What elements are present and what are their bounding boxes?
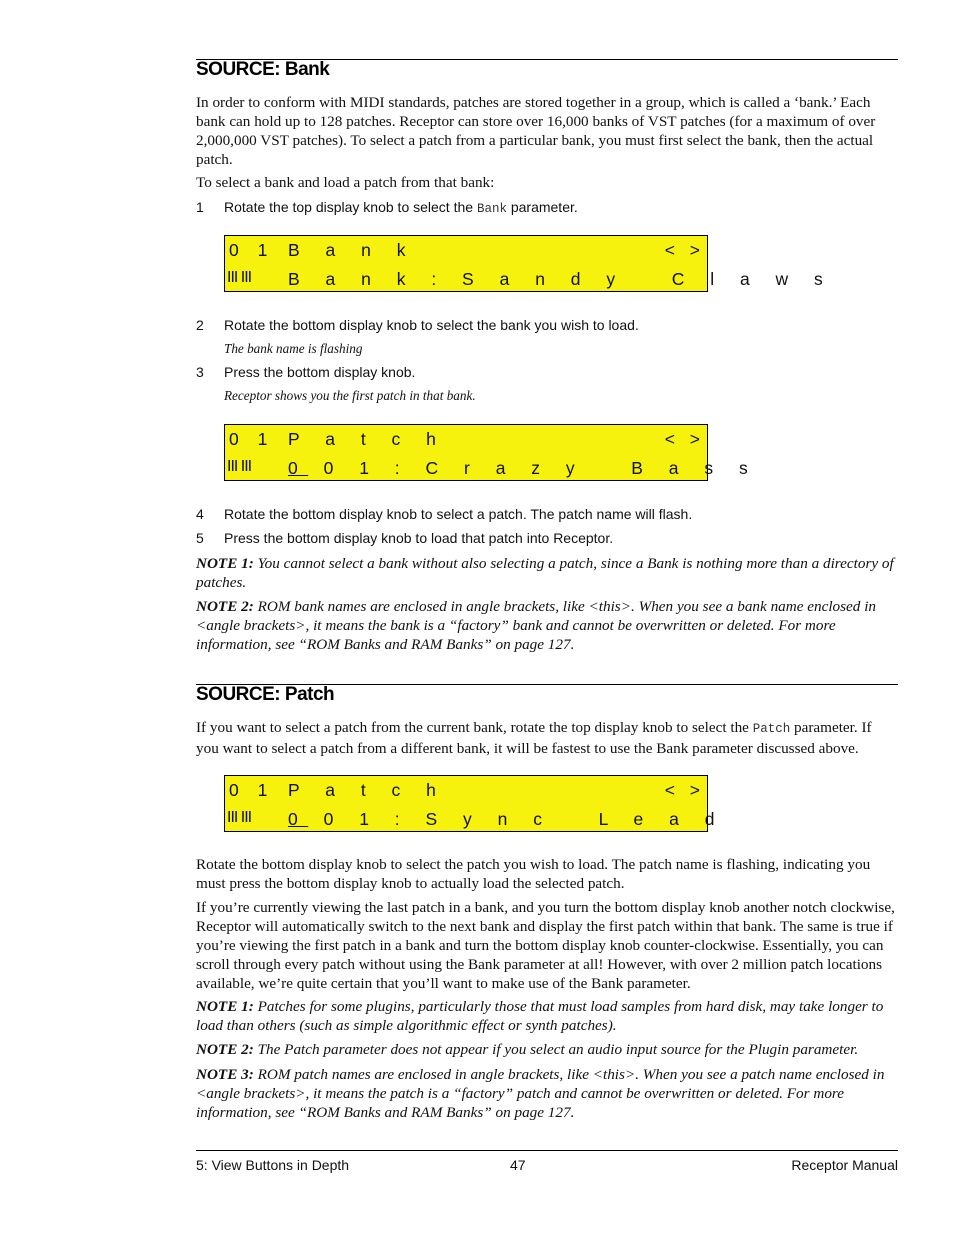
step-number: 3 (196, 364, 204, 380)
lcd-parameter: P a t c h (288, 429, 447, 449)
lcd-display-bank (224, 235, 834, 292)
note-text: Patches for some plugins, particularly those that must load samples from hard disk, may take longer to load than others (such as simple algorithmic effect or synth patches). (196, 998, 884, 1034)
step-text: Rotate the bottom display knob to select a patch. The patch name will flash. (224, 506, 693, 522)
lcd-value: B a n k : S a n d y C l a w s (288, 269, 834, 289)
lcd-cursor-digit: 0 (288, 458, 309, 478)
lcd-cursor-digit: 0 (288, 809, 309, 829)
step-number: 5 (196, 530, 204, 546)
step-text: Press the bottom display knob to load that patch into Receptor. (224, 530, 614, 546)
lcd-row-bottom (225, 458, 759, 486)
note-label: NOTE 1: (196, 555, 254, 572)
lcd-arrows-icon: < > (664, 780, 705, 800)
patch-paragraph-2: If you’re currently viewing the last patch in a bank, and you turn the bottom display knob another notch clockwise, Receptor will automatically switch to the next bank and display the first patch within that bank. The same is true if you’re viewing the first patch in a bank and turn the bottom display knob counter-clockwise. Essentially, you can scroll through every patch without using the Bank parameter at all! However, with over 2 million patch locations available, we’re quite certain that you’ll want to make use of the Bank parameter. (196, 899, 895, 992)
lcd-level-bars-icon: III III (227, 269, 252, 286)
step-text-part: Rotate the top display knob to select the (224, 199, 477, 215)
step-text: Press the bottom display knob. (224, 364, 416, 380)
step-2-result: The bank name is flashing (224, 341, 363, 356)
patch-intro-paragraph (196, 718, 898, 758)
bank-lead-paragraph: To select a bank and load a patch from that bank: (196, 174, 495, 191)
bank-note-1 (196, 554, 898, 592)
lcd-level-bars-icon: III III (227, 809, 252, 826)
patch-note-1 (196, 997, 898, 1035)
lcd-value-rest: 0 1 : C r a z y B a s s (308, 458, 759, 478)
bank-intro-paragraph: In order to conform with MIDI standards, patches are stored together in a group, which is called a ‘bank.’ Each bank can hold up to 128 patches. Receptor can store over 16,000 banks of VST patches (for a maximum of over 2,000,000 VST patches). To select a patch from a particular bank, you must first select the bank, then the actual patch. (196, 94, 876, 168)
patch-note-2 (196, 1040, 898, 1059)
lcd-row-top (225, 429, 707, 457)
footer-title: Receptor Manual (791, 1157, 898, 1173)
lcd-arrows-icon: < > (664, 240, 705, 260)
note-text: You cannot select a bank without also selecting a patch, since a Bank is nothing more than a directory of patches. (196, 555, 894, 591)
lcd-number: 0 1 (229, 429, 275, 449)
note-text: ROM bank names are enclosed in angle brackets, like <this>. When you see a bank name enclosed in <angle brackets>, it means the bank is a “factory” bank and cannot be overwritten or deleted. For more information, see “ROM Banks and RAM Banks” on page 127. (196, 598, 877, 653)
lcd-display-patch-crazy-bass (224, 424, 759, 481)
parameter-code: Bank (476, 202, 507, 216)
lcd-number: 0 1 (229, 780, 275, 800)
patch-paragraph-1: Rotate the bottom display knob to select the patch you wish to load. The patch name is flashing, indicating you must press the bottom display knob to actually load the selected patch. (196, 856, 871, 892)
step-3-result: Receptor shows you the first patch in that bank. (224, 388, 476, 403)
footer-rule (196, 1150, 898, 1151)
note-label: NOTE 2: (196, 598, 254, 615)
lcd-row-top (225, 240, 707, 268)
note-label: NOTE 1: (196, 998, 254, 1015)
lcd-row-bottom (225, 269, 834, 297)
note-label: NOTE 3: (196, 1066, 254, 1083)
footer-page-number: 47 (510, 1157, 526, 1173)
lcd-level-bars-icon: III III (227, 458, 252, 475)
bank-note-2 (196, 597, 898, 654)
lcd-display-patch-sync-lead (224, 775, 725, 832)
lcd-row-top (225, 780, 707, 808)
lcd-value (288, 809, 725, 830)
step-number: 1 (196, 199, 204, 215)
note-text: The Patch parameter does not appear if you select an audio input source for the Plugin parameter. (253, 1041, 859, 1058)
lcd-value (288, 458, 758, 479)
parameter-code: Patch (752, 722, 791, 736)
lcd-parameter: P a t c h (288, 780, 447, 800)
text-part: parameter. If you want to select a patch from a different bank, it will be fastest to use the Bank parameter discussed above. (196, 719, 872, 757)
step-text (224, 198, 578, 218)
lcd-number: 0 1 (229, 240, 275, 260)
step-text: Rotate the bottom display knob to select the bank you wish to load. (224, 317, 639, 333)
section-heading-bank: SOURCE: Bank (196, 59, 330, 80)
text-part: If you want to select a patch from the current bank, rotate the top display knob to select the (196, 719, 753, 736)
note-label: NOTE 2: (196, 1041, 254, 1058)
section-heading-patch: SOURCE: Patch (196, 684, 335, 705)
step-number: 2 (196, 317, 204, 333)
lcd-value-rest: 0 1 : S y n c L e a d (308, 809, 725, 829)
step-number: 4 (196, 506, 204, 522)
note-text: ROM patch names are enclosed in angle brackets, like <this>. When you see a patch name enclosed in <angle brackets>, it means the patch is a “factory” patch and cannot be overwritten or deleted. For more information, see “ROM Banks and RAM Banks” on page 127. (196, 1066, 885, 1121)
lcd-row-bottom (225, 809, 725, 837)
step-text-part: parameter. (506, 199, 578, 215)
page-footer (196, 1157, 898, 1177)
patch-note-3 (196, 1065, 898, 1122)
footer-chapter: 5: View Buttons in Depth (196, 1157, 350, 1173)
lcd-arrows-icon: < > (664, 429, 705, 449)
lcd-parameter: B a n k (288, 240, 416, 260)
